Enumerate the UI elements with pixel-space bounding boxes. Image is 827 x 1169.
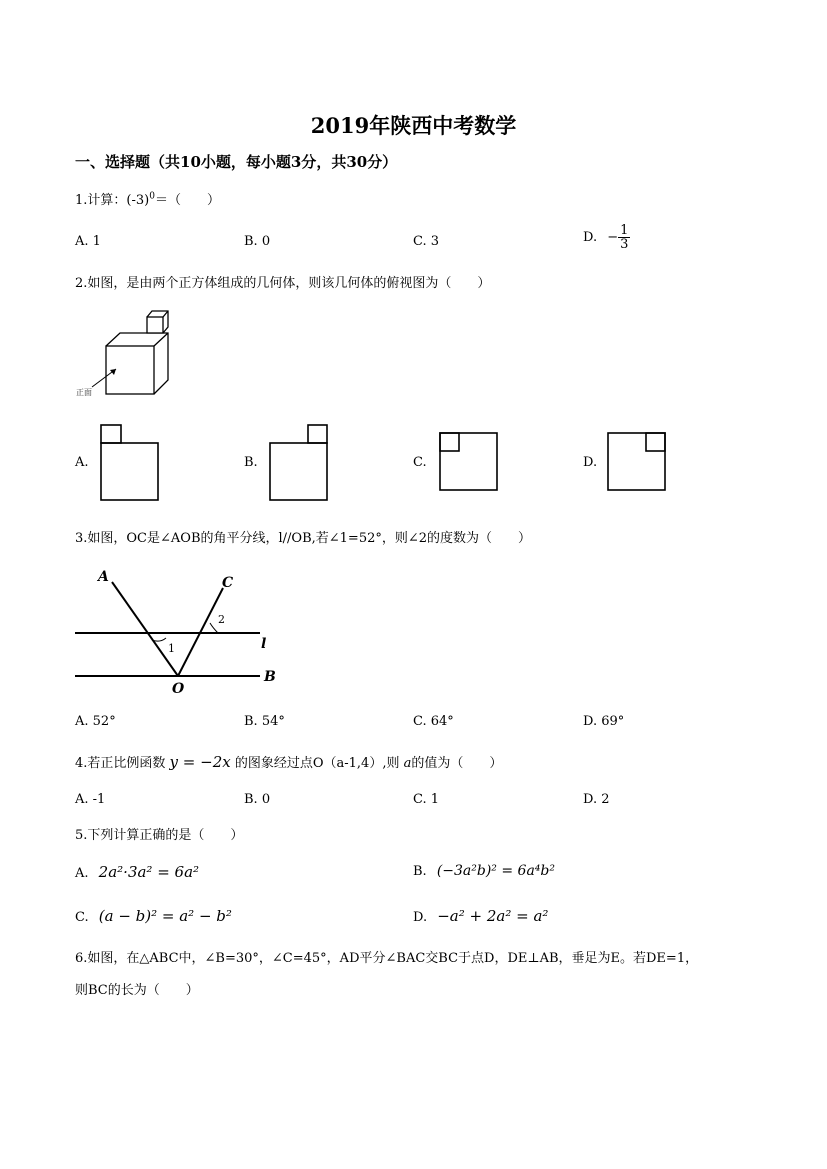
q3-option-a[interactable]: A. 52° <box>75 714 116 729</box>
q4-variable: a <box>403 756 412 771</box>
q5-option-c-expr: (a − b)² = a² − b² <box>98 907 232 925</box>
question-2-stem: 2.如图，是由两个正方体组成的几何体，则该几何体的俯视图为（ ） <box>75 276 491 291</box>
q5-option-c-label: C. <box>75 910 89 925</box>
q1-expr-base: (-3) <box>126 193 150 208</box>
q2-option-b-figure[interactable] <box>267 423 331 503</box>
question-3-stem: 3.如图，OC是∠AOB的角平分线，l//OB,若∠1=52°，则∠2的度数为（ ） <box>75 531 532 546</box>
q4-stem-mid: 的图象经过点O（a-1,4）,则 <box>234 756 400 771</box>
fraction-numerator: 1 <box>620 223 629 238</box>
q3-option-d[interactable]: D. 69° <box>583 714 625 729</box>
q3-option-b[interactable]: B. 54° <box>244 714 285 729</box>
q1-option-d[interactable] <box>583 224 630 251</box>
fraction-denominator: 3 <box>620 237 629 252</box>
q2-option-a-figure[interactable] <box>98 423 162 503</box>
label-b: B <box>264 669 276 685</box>
q5-option-a[interactable] <box>75 863 199 881</box>
q5-option-b-expr: (−3a²b)² = 6a⁴b² <box>436 863 555 879</box>
label-angle-2: 2 <box>218 613 225 626</box>
q1-option-d-fraction <box>618 224 630 251</box>
q5-option-a-label: A. <box>75 866 89 881</box>
q4-function-expr: y = −2x <box>169 753 231 771</box>
ray-oa <box>112 582 178 676</box>
q3-angle-figure <box>72 565 292 697</box>
front-view-caption: 正面 <box>76 388 92 397</box>
q5-option-d-label: D. <box>413 910 428 925</box>
label-c: C <box>222 575 234 591</box>
small-cube-front-face <box>147 317 163 333</box>
label-angle-1: 1 <box>168 642 175 655</box>
q3-option-c[interactable]: C. 64° <box>413 714 454 729</box>
q2-option-c-figure[interactable] <box>437 430 501 494</box>
big-cube-edge <box>154 333 168 346</box>
q2-option-a-label[interactable]: A. <box>75 455 89 470</box>
q1-option-a[interactable]: A. 1 <box>75 234 101 249</box>
question-6-stem-line2: 则BC的长为（ ） <box>75 983 199 998</box>
q1-option-d-sign: − <box>607 230 619 245</box>
label-l: l <box>261 636 267 652</box>
small-cube-edge <box>163 311 168 317</box>
q1-option-c[interactable]: C. 3 <box>413 234 440 249</box>
q5-option-b-label: B. <box>413 864 427 879</box>
q1-option-b[interactable]: B. 0 <box>244 234 271 249</box>
angle-1-arc <box>152 638 166 641</box>
question-4-stem <box>75 752 502 771</box>
q4-option-a[interactable]: A. -1 <box>75 792 106 807</box>
q1-stem-prefix: 1.计算： <box>75 193 127 208</box>
section-heading: 一、选择题（共10小题，每小题3分，共30分） <box>75 153 398 171</box>
q1-stem-suffix: ＝（ ） <box>154 193 220 208</box>
q4-option-d[interactable]: D. 2 <box>583 792 610 807</box>
question-5-stem: 5.下列计算正确的是（ ） <box>75 828 244 843</box>
q1-expression <box>126 193 155 208</box>
q2-option-d-figure[interactable] <box>605 430 669 494</box>
arrow-head-icon <box>110 369 116 375</box>
question-6-stem-line1: 6.如图，在△ABC中，∠B=30°，∠C=45°，AD平分∠BAC交BC于点D，DE⊥AB，垂足为E。若DE=1， <box>75 951 699 966</box>
q5-option-d-expr: −a² + 2a² = a² <box>437 907 549 925</box>
label-a: A <box>98 569 109 585</box>
q1-option-d-label: D. <box>583 230 598 245</box>
q5-option-b[interactable] <box>413 863 555 879</box>
page-title: 2019年陕西中考数学 <box>310 113 517 138</box>
question-1-stem <box>75 189 220 208</box>
q2-option-c-label[interactable]: C. <box>413 455 427 470</box>
q4-stem-suffix: 的值为（ ） <box>411 756 503 771</box>
label-o: O <box>172 681 185 697</box>
q4-option-b[interactable]: B. 0 <box>244 792 271 807</box>
q4-option-c[interactable]: C. 1 <box>413 792 440 807</box>
angle-2-arc <box>210 623 218 633</box>
q1-expr-exp: 0 <box>149 191 155 202</box>
q5-option-d[interactable] <box>413 907 548 925</box>
q5-option-a-expr: 2a²·3a² = 6a² <box>98 863 200 881</box>
q2-solid-figure <box>72 305 182 400</box>
q4-stem-prefix: 4.若正比例函数 <box>75 756 166 771</box>
q2-option-b-label[interactable]: B. <box>244 455 258 470</box>
q5-option-c[interactable] <box>75 907 232 925</box>
q2-option-d-label[interactable]: D. <box>583 455 598 470</box>
